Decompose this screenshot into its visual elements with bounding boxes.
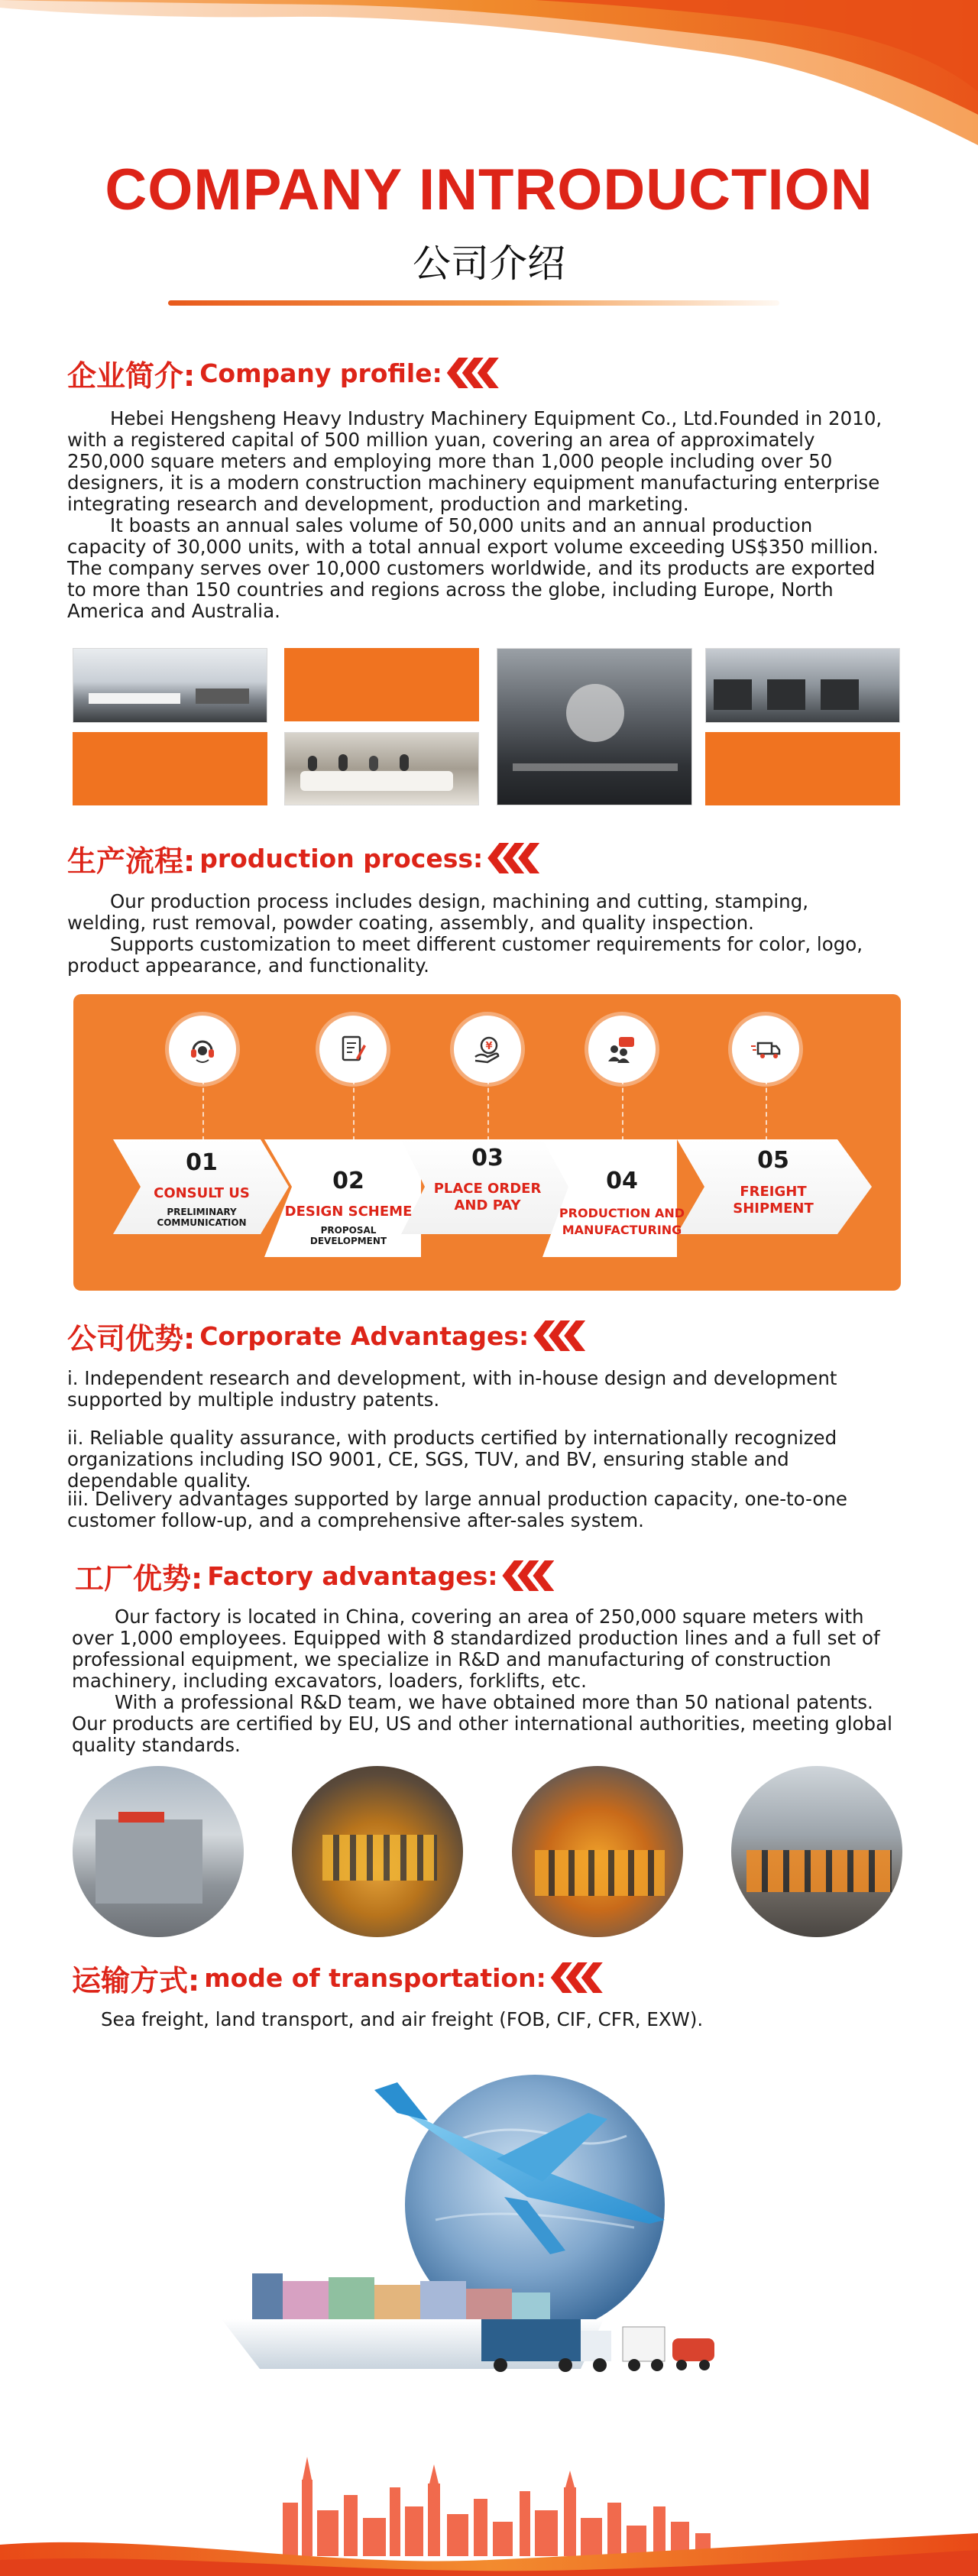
profile-text — [67, 408, 885, 622]
transport-heading-en: mode of transportation: — [204, 1962, 546, 1993]
process-paragraph: Our production process includes design, machining and cutting, stamping, welding, rust removal, powder coating, assembly, and quality inspection. — [67, 890, 809, 934]
orange-block — [73, 732, 267, 805]
step-number: 04 — [606, 1168, 638, 1194]
excavator-lineup-photo — [731, 1766, 902, 1937]
chevron-left-icon — [539, 1320, 585, 1351]
team-chat-icon — [588, 1016, 656, 1083]
factory-paragraph: With a professional R&D team, we have obtained more than 50 national patents. Our products are certified by EU, US and other international authorities, meeting global quality standards. — [72, 1691, 892, 1756]
header-wave-decoration — [0, 0, 978, 176]
excavator-workshop-photo — [512, 1766, 683, 1937]
chevron-left-icon — [494, 843, 539, 873]
advantages-heading — [67, 1313, 585, 1359]
process-text — [67, 891, 885, 977]
step-label: PLACE ORDER AND PAY — [433, 1181, 542, 1213]
meeting-room-photo — [284, 732, 479, 805]
advantages-heading-cn: 公司优势: — [67, 1321, 196, 1356]
factory-heading-en: Factory advantages: — [207, 1560, 498, 1591]
step-sublabel: PROPOSAL DEVELOPMENT — [309, 1225, 387, 1246]
title-underline — [168, 300, 779, 306]
advantage-item: iii. Delivery advantages supported by large annual production capacity, one-to-one customer follow-up, and a comprehensive after-sales system. — [67, 1488, 847, 1531]
headset-icon — [169, 1016, 236, 1083]
advantages-heading-en: Corporate Advantages: — [199, 1320, 529, 1351]
transport-heading-cn: 运输方式: — [72, 1963, 200, 1998]
factory-heading — [75, 1553, 554, 1599]
profile-paragraph: The company serves over 10,000 customers worldwide, and its products are exported to more than 150 countries and regions across the globe, including Europe, North America and Australia. — [67, 557, 876, 622]
footer-skyline-decoration — [0, 2411, 978, 2576]
logistics-illustration — [206, 2067, 741, 2380]
excavator-yard-photo — [292, 1766, 463, 1937]
page-subtitle: 公司介绍 — [413, 241, 565, 286]
orange-block — [284, 648, 479, 721]
factory-building-photo — [73, 1766, 244, 1937]
profile-paragraph: Hebei Hengsheng Heavy Industry Machinery Equipment Co., Ltd.Founded in 2010, with a registered capital of 500 million yuan, covering an area of approximately 250,000 square meters and employing more than 1,000 people including over 50 designers, it is a modern construction machinery equipment manufacturing enterprise integrating research and development, production and marketing. — [67, 407, 882, 515]
advantage-item: ii. Reliable quality assurance, with products certified by internationally recognized organizations including ISO 9001, CE, SGS, TUV, and BV, ensuring stable and dependable quality. — [67, 1427, 837, 1492]
process-flow-panel — [73, 994, 901, 1291]
profile-paragraph: It boasts an annual sales volume of 50,000 units and an annual production capacity of 30,000 units, with a total annual export volume exceeding US$350 million. — [67, 514, 879, 558]
step-label: FREIGHT SHIPMENT — [733, 1184, 814, 1217]
connector-line — [353, 1080, 355, 1141]
truck-icon — [732, 1016, 799, 1083]
factory-text — [72, 1606, 897, 1756]
connector-line — [766, 1080, 767, 1141]
transport-text: Sea freight, land transport, and air freight (FOB, CIF, CFR, EXW). — [101, 2008, 704, 2030]
office-lobby-photo — [73, 648, 267, 723]
connector-line — [622, 1080, 623, 1141]
profile-heading-cn: 企业简介: — [67, 358, 196, 393]
chevron-left-icon — [508, 1560, 554, 1591]
orange-block — [705, 732, 900, 805]
step-label: CONSULT US — [154, 1185, 250, 1201]
factory-heading-cn: 工厂优势: — [75, 1561, 203, 1596]
connector-line — [202, 1080, 204, 1141]
profile-heading — [67, 350, 499, 396]
yuan-hand-icon — [454, 1016, 521, 1083]
process-paragraph: Supports customization to meet different customer requirements for color, logo, product appearance, and functionality. — [67, 933, 863, 977]
chevron-left-icon — [453, 358, 499, 388]
chevron-left-icon — [557, 1962, 603, 1993]
step-number: 03 — [471, 1145, 504, 1171]
process-heading-cn: 生产流程: — [67, 844, 196, 878]
connector-line — [487, 1080, 489, 1141]
profile-heading-en: Company profile: — [199, 358, 442, 388]
advantage-item: i. Independent research and development, with in-house design and development supported by multiple industry patents. — [67, 1367, 837, 1411]
process-heading — [67, 835, 539, 881]
reception-hall-photo — [497, 648, 692, 805]
step-label: DESIGN SCHEME — [284, 1204, 413, 1220]
step-number: 01 — [186, 1149, 218, 1176]
process-heading-en: production process: — [199, 843, 484, 873]
transport-heading — [72, 1955, 603, 2001]
step-label: PRODUCTION AND MANUFACTURING — [559, 1206, 685, 1237]
document-pen-icon — [319, 1016, 387, 1083]
office-workspace-photo — [705, 648, 900, 723]
factory-paragraph: Our factory is located in China, covering an area of 250,000 square meters with over 1,000 employees. Equipped with 8 standardized production lines and a full set of professional equipment, we specialize in R&D and manufacturing of construction machinery, including excavators, loaders, forklifts, etc. — [72, 1606, 880, 1692]
step-number: 05 — [757, 1147, 789, 1174]
step-sublabel: PRELIMINARY COMMUNICATION — [157, 1207, 247, 1228]
step-number: 02 — [332, 1168, 364, 1194]
svg-text:¥: ¥ — [485, 1041, 493, 1052]
page-title: COMPANY INTRODUCTION — [105, 157, 873, 222]
